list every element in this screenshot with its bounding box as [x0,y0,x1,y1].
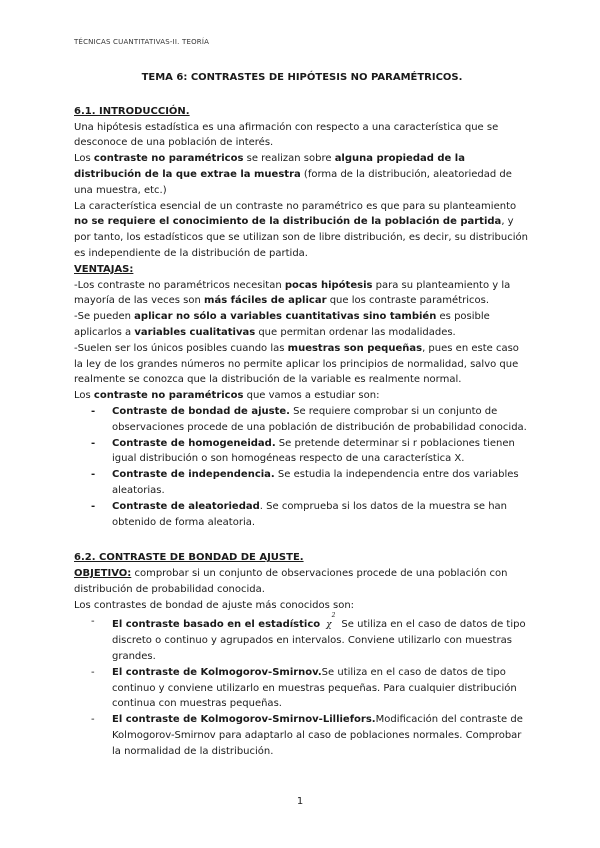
list-item: - Contraste de homogeneidad. Se pretende determinar si r poblaciones tienen igual distribución o son homogéneas respecto de una característica X. [91,436,530,468]
paragraph: Una hipótesis estadística es una afirmación con respecto a una característica que se desconoce de una población de interés. [74,121,499,149]
list-item: - El contraste de Kolmogorov-Smirnov-Lilliefors.Modificación del contraste de Kolmogorov-Smirnov para adaptarlo al caso de poblaciones normales. Comprobar la normalidad de la distribución. [91,712,530,759]
paragraph: OBJETIVO: comprobar si un conjunto de observaciones procede de una población con distribución de probabilidad conocida. [74,568,508,595]
list-item: - El contraste de Kolmogorov-Smirnov.Se utiliza en el caso de datos de tipo continuo y conviene utilizarlo en muestras pequeñas. Para cualquier distribución continua con muestras pequeñas. [91,665,530,712]
paragraph: -Suelen ser los únicos posibles cuando las muestras son pequeñas, pues en este caso la ley de los grandes números no permite aplicar los principios de normalidad, salvo que realmente se conozca que la distribución de la variable es realmente normal. [74,342,519,386]
list-item: - Contraste de bondad de ajuste. Se requiere comprobar si un conjunto de observaciones procede de una población de distribución de probabilidad conocida. [91,404,530,436]
bondad-tests-list [91,611,530,760]
list-item: - El contraste basado en el estadístico $\chi^2Se$ utiliza en el caso de datos de tipo discreto o continuo y agrupados en intervalos. Conviene utilizarlo con muestras grandes. [91,614,530,665]
paragraph: Los contraste no paramétricos se realizan sobre alguna propiedad de la distribución de la que extrae la muestra (forma de la distribución, aleatoriedad de una muestra, etc.) [74,153,512,196]
list-item: - Contraste de independencia. Se estudia la independencia entre dos variables aleatorias. [91,467,530,499]
contrast-types-list [91,404,530,530]
list-item: - Contraste de aleatoriedad. Se comprueba si los datos de la muestra se han obtenido de forma aleatoria. [91,499,530,531]
page-title: TEMA 6: CONTRASTES DE HIPÓTESIS NO PARAMÉTRICOS. [141,72,463,83]
section-heading-intro: 6.1. INTRODUCCIÓN. [74,105,190,117]
paragraph: Los contraste no paramétricos que vamos a estudiar son: [74,390,380,402]
section-heading-bondad: 6.2. CONTRASTE DE BONDAD DE AJUSTE. [74,552,304,564]
running-header: TÉCNICAS CUANTITATIVAS-II. TEORÍA [74,38,210,46]
ventajas-heading: VENTAJAS: [74,263,134,275]
paragraph: -Se pueden aplicar no sólo a variables cuantitativas sino también es posible aplicarlos a variables cualitativas que permitan ordenar las modalidades. [74,311,490,338]
chi-square-symbol: $\chi^2$ [326,611,336,630]
paragraph: -Los contraste no paramétricos necesitan pocas hipótesis para su planteamiento y la mayoría de las veces son más fáciles de aplicar que los contraste paramétricos. [74,279,511,307]
paragraph: Los contrastes de bondad de ajuste más conocidos son: [74,599,355,611]
paragraph: La característica esencial de un contraste no paramétrico es que para su planteamiento no se requiere el conocimiento de la distribución de la población de partida, y por tanto, los estadísticos que se utilizan son de libre distribución, es decir, su distribución es independiente de la distribución de partida. [74,200,528,259]
page-content [74,70,530,760]
page-number: 1 [296,796,304,807]
